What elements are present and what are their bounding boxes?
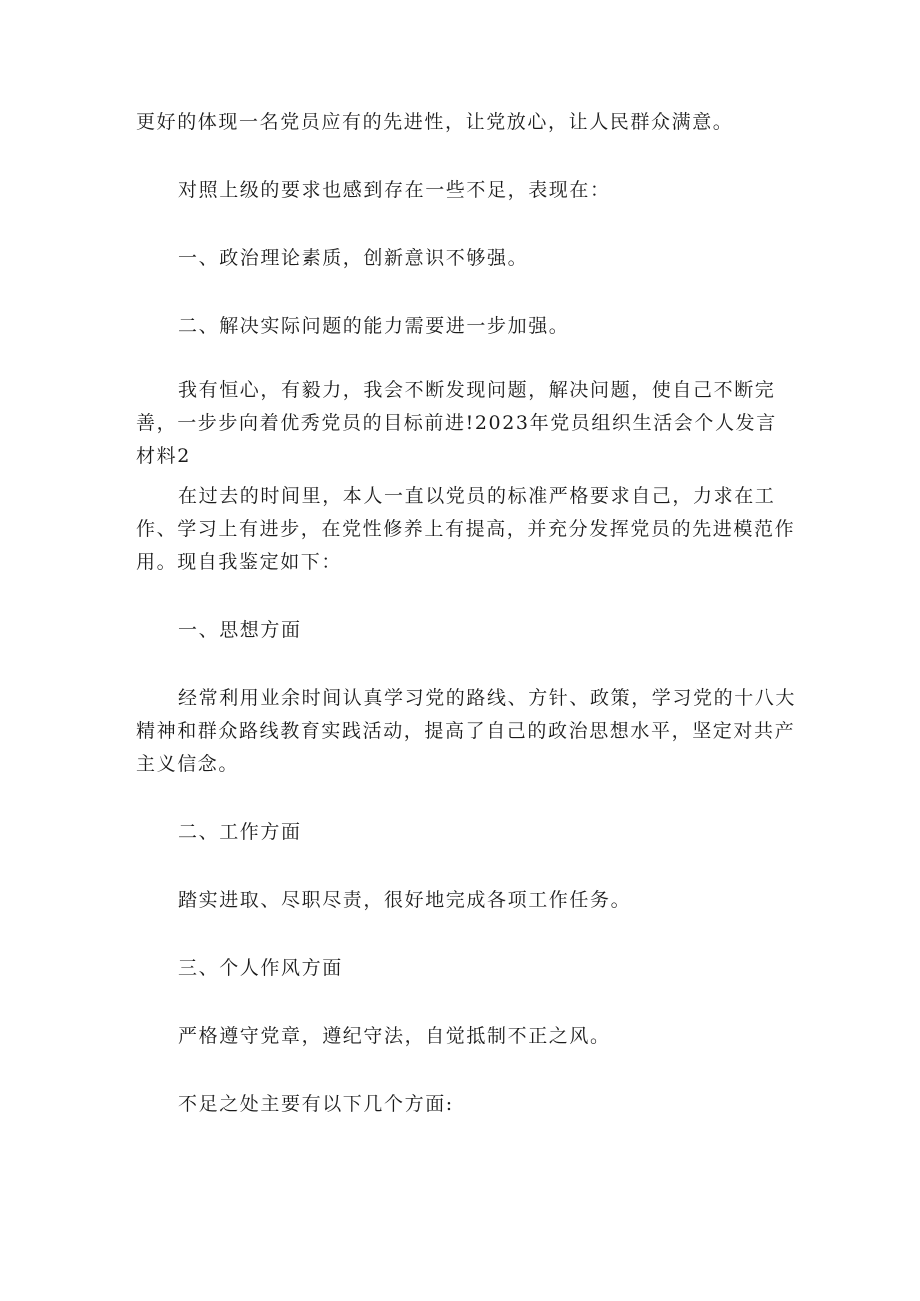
paragraph-6: 在过去的时间里，本人一直以党员的标准严格要求自己，力求在工作、学习上有进步，在党性修养上有提高，并充分发挥党员的先进模范作用。现自我鉴定如下： — [136, 485, 796, 573]
paragraph-1: 更好的体现一名党员应有的先进性，让党放心，让人民群众满意。 — [136, 111, 734, 133]
paragraph-work: 踏实进取、尽职尽责，很好地完成各项工作任务。 — [178, 889, 632, 911]
paragraph-4: 二、解决实际问题的能力需要进一步加强。 — [178, 315, 570, 337]
paragraph-thought: 经常利用业余时间认真学习党的路线、方针、政策，学习党的十八大精神和群众路线教育实践活动，提高了自己的政治思想水平，坚定对共产主义信念。 — [136, 687, 797, 775]
paragraph-3: 一、政治理论素质，创新意识不够强。 — [178, 247, 529, 269]
paragraph-2: 对照上级的要求也感到存在一些不足，表现在： — [178, 179, 611, 201]
paragraph-shortcomings: 不足之处主要有以下几个方面: — [178, 1093, 454, 1115]
section-heading-style: 三、个人作风方面 — [178, 957, 343, 979]
section-heading-work: 二、工作方面 — [178, 821, 302, 843]
paragraph-5: 我有恒心，有毅力，我会不断发现问题，解决问题，使自己不断完善，一步步向着优秀党员的目标前进!2023年党员组织生活会个人发言材料2 — [136, 379, 777, 467]
section-heading-thought: 一、思想方面 — [178, 619, 302, 641]
paragraph-style: 严格遵守党章，遵纪守法，自觉抵制不正之风。 — [178, 1025, 611, 1047]
